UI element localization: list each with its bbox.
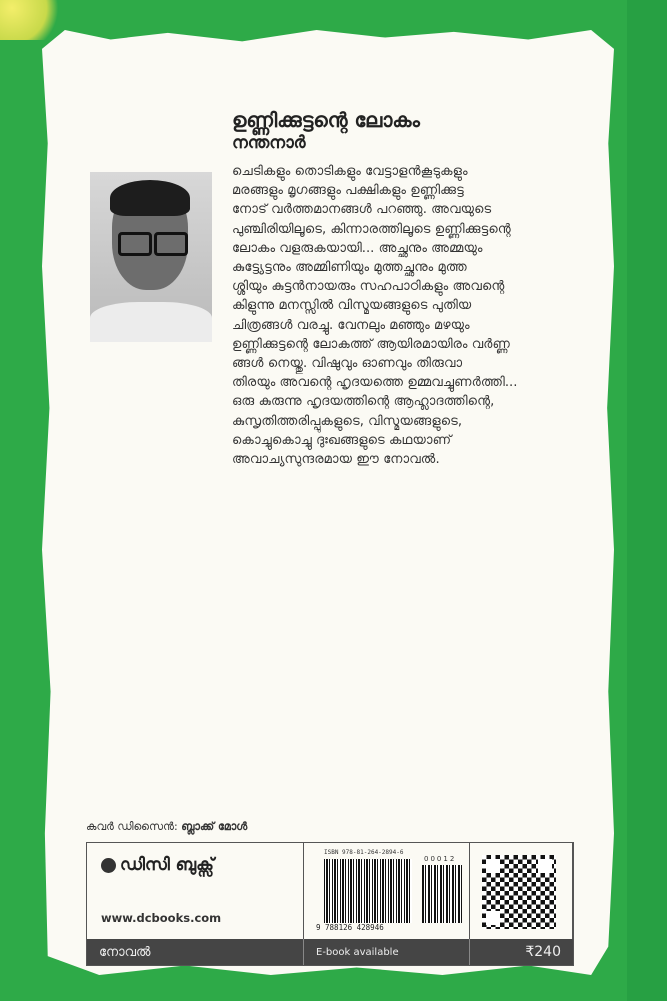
book-author: നന്തനാർ [232,133,306,153]
blurb-line: ശ്ശിയും കുട്ടൻനായരും സഹപാഠികളും അവന്റെ [232,279,505,295]
blurb-line: ചെടികളും തൊടികളും വേട്ടാളൻകൂടുകളും [232,164,468,179]
blurb-line: ങ്ങൾ നെയ്തു. വിഷുവും ഓണവും തിരുവാ [232,356,463,372]
barcode-cell [304,843,470,939]
isbn-text: ISBN 978-81-264-2894-6 [324,849,404,856]
book-title: ഉണ്ണിക്കുട്ടന്റെ ലോകം [232,108,420,132]
blurb-line: കുസൃതിത്തരിപ്പുകളുടെ, വിസ്മയങ്ങളുടെ, [232,413,463,429]
publisher-box [86,842,574,966]
blurb-line: ചിത്രങ്ങൾ വരച്ചു. വേനലും മഞ്ഞും മഴയും [232,317,470,333]
cover-credit [86,820,247,834]
publisher-cell [87,843,304,939]
blurb-line: തിരയും അവന്റെ ഹൃദയത്തെ ഉമ്മവച്ചുണർത്തി... [232,375,518,391]
blurb-line: ഉണ്ണിക്കുട്ടന്റെ ലോകത്ത് ആയിരമായിരം വർണ്ണ [232,336,511,352]
corner-highlight [0,0,60,40]
blurb-line: കൊച്ചുകൊച്ചു ദുഃഖങ്ങളുടെ കഥയാണ് [232,432,452,448]
spine [627,0,667,1001]
blurb-line: നോട് വർത്തമാനങ്ങൾ പറഞ്ഞു. അവയുടെ [232,202,492,218]
price-label: ₹240 [470,939,573,965]
category-label: നോവൽ [87,939,304,965]
qr-cell [470,843,573,939]
ean-number: 9 788126 428946 [316,923,384,932]
addon-barcode-icon [422,865,462,923]
qr-code-icon [482,855,556,929]
dc-logo-icon [101,858,116,873]
blurb-line: ഒരു കുരുന്നു ഹൃദയത്തിന്റെ ആഹ്ലാദത്തിന്റെ, [232,394,495,410]
credit-label: കവർ ഡിസൈൻ: [86,820,178,833]
blurb [232,162,602,469]
blurb-line: പുഞ്ചിരിയിലൂടെ, കിന്നാരത്തിലൂടെ ഉണ്ണിക്കുട്ടന്റെ [232,221,511,237]
barcode-icon [324,859,412,923]
publisher-url: www.dcbooks.com [101,911,222,925]
credit-name: ബ്ലാക്ക് മോൾ [181,820,248,833]
blurb-line: മരങ്ങളും മൃഗങ്ങളും പക്ഷികളും ഉണ്ണിക്കുട്ട [232,183,464,199]
blurb-line: അവാച്യസുന്ദരമായ ഈ നോവൽ. [232,452,440,468]
publisher-name: ഡിസി ബുക്സ് [120,855,214,875]
addon-code: 00012 [424,855,457,863]
publisher-logo [101,855,214,875]
ebook-label: E-book available [304,939,470,965]
author-photo [90,172,212,342]
blurb-line: കുട്ട്യേട്ടനും അമ്മിണിയും മുത്തച്ഛനും മുത്ത [232,260,467,276]
blurb-line: ലോകം വളരുകയായി... അച്ഛനും അമ്മയും [232,240,483,256]
blurb-line: കിളുന്നു മനസ്സിൽ വിസ്മയങ്ങളുടെ പുതിയ [232,298,472,314]
